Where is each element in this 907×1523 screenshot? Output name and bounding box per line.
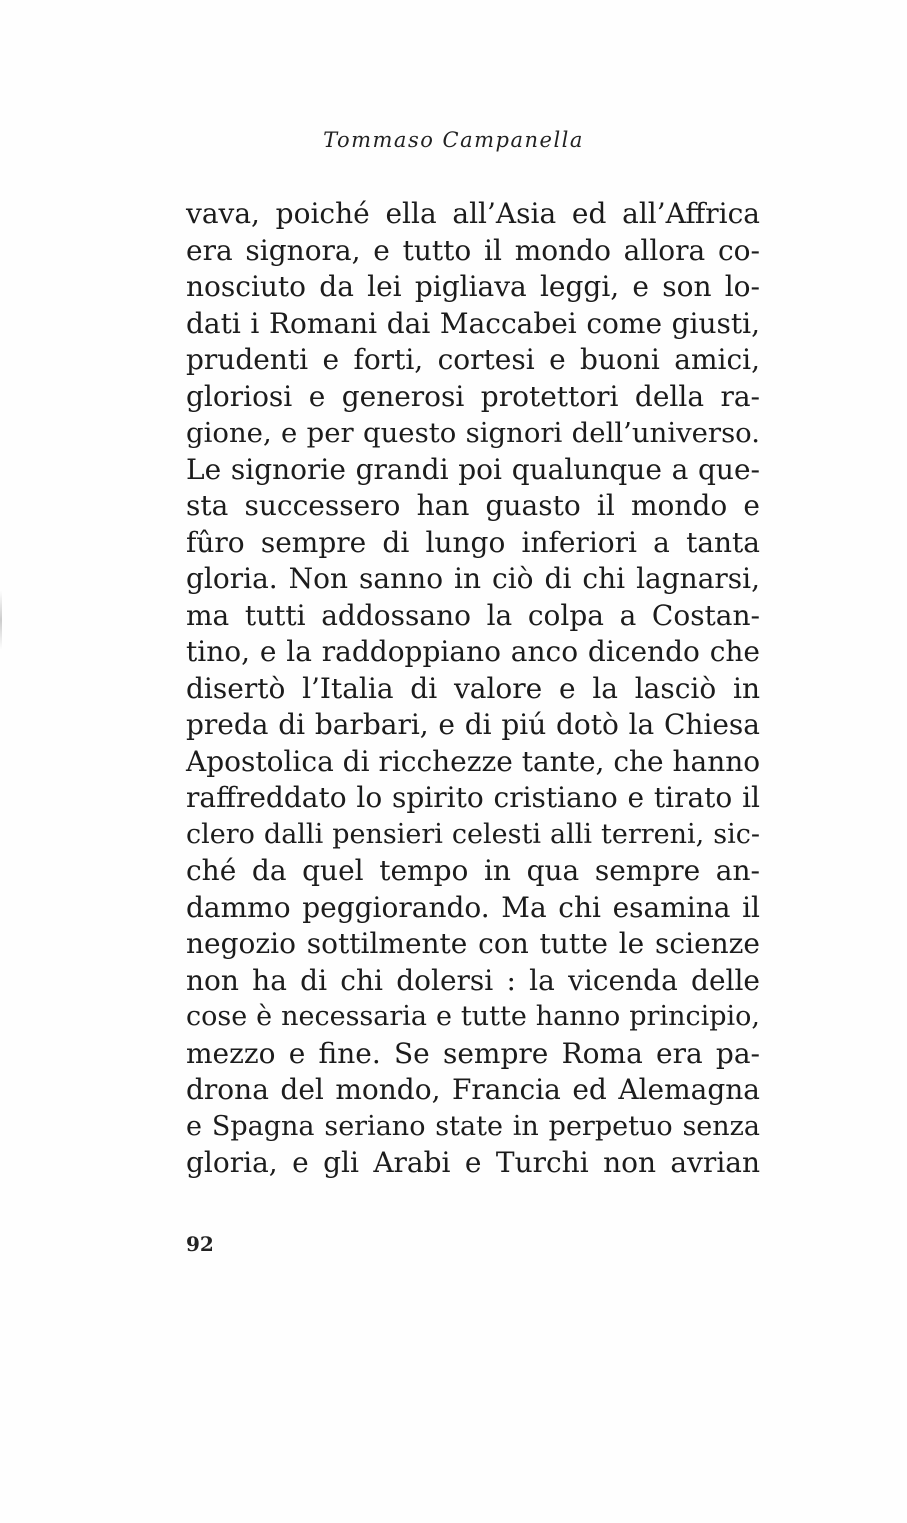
text-line: gloriosi e generosi protettori della ra- — [186, 379, 760, 413]
text-line: tino, e la raddoppiano anco dicendo che — [186, 635, 760, 668]
text-line: era signora, e tutto il mondo allora co- — [186, 233, 760, 267]
text-line: vava, poiché ella all’Asia ed all’Affrica — [186, 197, 760, 230]
text-line: dammo peggiorando. Ma chi esamina il — [186, 890, 760, 924]
text-line: mezzo e fine. Se sempre Roma era pa- — [186, 1036, 760, 1070]
text-line: ma tutti addossano la colpa a Costan- — [186, 598, 760, 632]
text-line: prudenti e forti, cortesi e buoni amici, — [186, 343, 760, 376]
text-line: preda di barbari, e di piú dotò la Chiesa — [186, 708, 760, 741]
text-line: gloria, e gli Arabi e Turchi non avrian — [186, 1146, 760, 1179]
text-line: clero dalli pensieri celesti alli terreni, sic- — [186, 818, 760, 850]
text-line: drona del mondo, Francia ed Alemagna — [186, 1073, 760, 1106]
text-line: nosciuto da lei pigliava leggi, e son lo- — [186, 270, 760, 303]
text-line: raffreddato lo spirito cristiano e tirato il — [186, 781, 760, 814]
text-line: e Spagna seriano state in perpetuo senza — [186, 1110, 760, 1142]
text-line: non ha di chi dolersi : la vicenda delle — [186, 963, 760, 997]
text-line: ché da quel tempo in qua sempre an- — [186, 854, 760, 887]
body-text — [186, 196, 760, 1182]
text-line: disertò l’Italia di valore e la lasciò in — [186, 671, 760, 705]
page-number: 92 — [186, 1232, 214, 1256]
text-line: sta successero han guasto il mondo e — [186, 489, 760, 522]
running-head: Tommaso Campanella — [323, 128, 584, 152]
text-line: negozio sottilmente con tutte le scienze — [186, 927, 760, 960]
text-line: gloria. Non sanno in ciò di chi lagnarsi, — [186, 562, 760, 595]
text-line: gione, e per questo signori dell’universo. — [186, 417, 760, 449]
text-line: dati i Romani dai Maccabei come giusti, — [186, 306, 760, 340]
scan-edge-mark — [0, 590, 2, 650]
text-line: fûro sempre di lungo inferiori a tanta — [186, 525, 760, 559]
text-line: cose è necessaria e tutte hanno principio, — [186, 1001, 760, 1032]
text-line: Le signorie grandi poi qualunque a que- — [186, 452, 760, 486]
text-line: Apostolica di ricchezze tante, che hanno — [186, 744, 761, 778]
